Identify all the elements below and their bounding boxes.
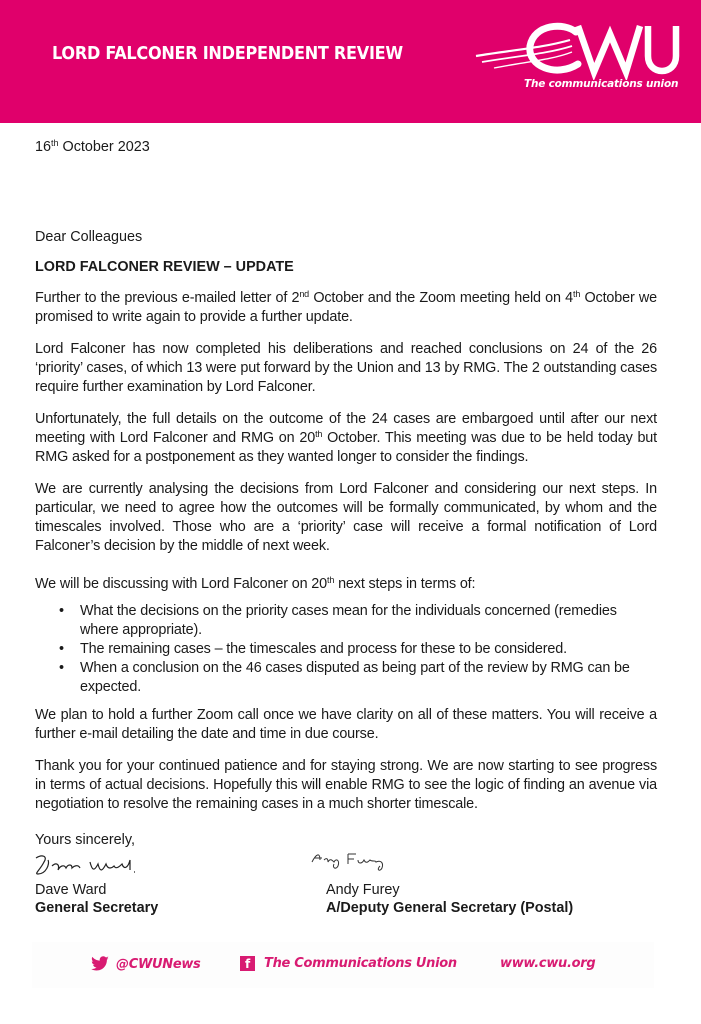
next-steps-list	[35, 602, 657, 697]
letter-subject: LORD FALCONER REVIEW – UPDATE	[35, 259, 294, 275]
signer-title-1: General Secretary	[35, 900, 159, 916]
list-item: • When a conclusion on the 46 cases disputed as being part of the review by RMG can be expected.	[59, 660, 630, 695]
signer-name-2: Andy Furey	[326, 882, 400, 898]
signature-andy-furey	[310, 848, 400, 877]
twitter-bird-icon	[90, 956, 110, 972]
bullet-icon: •	[59, 641, 64, 657]
salutation: Dear Colleagues	[35, 229, 143, 245]
closing: Yours sincerely,	[35, 832, 135, 848]
cwu-logo-mark-icon	[472, 18, 682, 80]
letter-date: 16th October 2023	[35, 138, 150, 155]
paragraph-3: Unfortunately, the full details on the outcome of the 24 cases are embargoed until after our next meeting with Lord Falconer and RMG on 20th October. This meeting was due to be held today but RMG asked for a postponement as they wanted longer to consider the findings.	[35, 411, 657, 465]
paragraph-6: We plan to hold a further Zoom call once we have clarity on all of these matters. You will receive a further e-mail detailing the date and time in due course.	[35, 707, 657, 742]
facebook-icon: f	[240, 956, 255, 971]
signer-title-2: A/Deputy General Secretary (Postal)	[326, 900, 574, 916]
logo-tagline: The communications union	[524, 78, 679, 90]
list-item: • What the decisions on the priority cases mean for the individuals concerned (remedies where appropriate).	[59, 603, 617, 638]
twitter-handle: @CWUNews	[116, 956, 201, 972]
letterhead-title: LORD FALCONER INDEPENDENT REVIEW	[52, 44, 403, 64]
paragraph-1: Further to the previous e-mailed letter of 2nd October and the Zoom meeting held on 4th October we promised to write again to provide a further update.	[35, 289, 657, 325]
footer-twitter[interactable]	[90, 956, 200, 972]
list-item: • The remaining cases – the timescales and process for these to be considered.	[59, 641, 567, 657]
footer-facebook[interactable]	[240, 956, 457, 971]
bullet-icon: •	[59, 660, 64, 676]
paragraph-5: We will be discussing with Lord Falconer on 20th next steps in terms of:	[35, 575, 476, 592]
signer-name-1: Dave Ward	[35, 882, 107, 898]
paragraph-2: Lord Falconer has now completed his deliberations and reached conclusions on 24 of the 26 ‘priority’ cases, of which 13 were put forward by the Union and 13 by RMG. The 2 outstanding cases require further examination by Lord Falconer.	[35, 341, 658, 395]
paragraph-4: We are currently analysing the decisions from Lord Falconer and considering our next steps. In particular, we need to agree how the outcomes will be formally communicated, by whom and the timescales involved. Those who are a ‘priority’ case will receive a formal notification of Lord Falconer’s decision by the middle of next week.	[35, 481, 657, 554]
paragraph-7: Thank you for your continued patience and for staying strong. We are now starting to see progress in terms of actual decisions. Hopefully this will enable RMG to see the logic of finding an avenue via negotiation to resolve the remaining cases in a much shorter timescale.	[35, 758, 657, 812]
footer-website-link[interactable]	[500, 956, 595, 971]
facebook-page-name: The Communications Union	[264, 956, 457, 971]
letterhead-banner	[0, 0, 701, 123]
website-url: www.cwu.org	[500, 956, 596, 971]
signature-dave-ward	[32, 852, 142, 883]
bullet-icon: •	[59, 603, 64, 619]
